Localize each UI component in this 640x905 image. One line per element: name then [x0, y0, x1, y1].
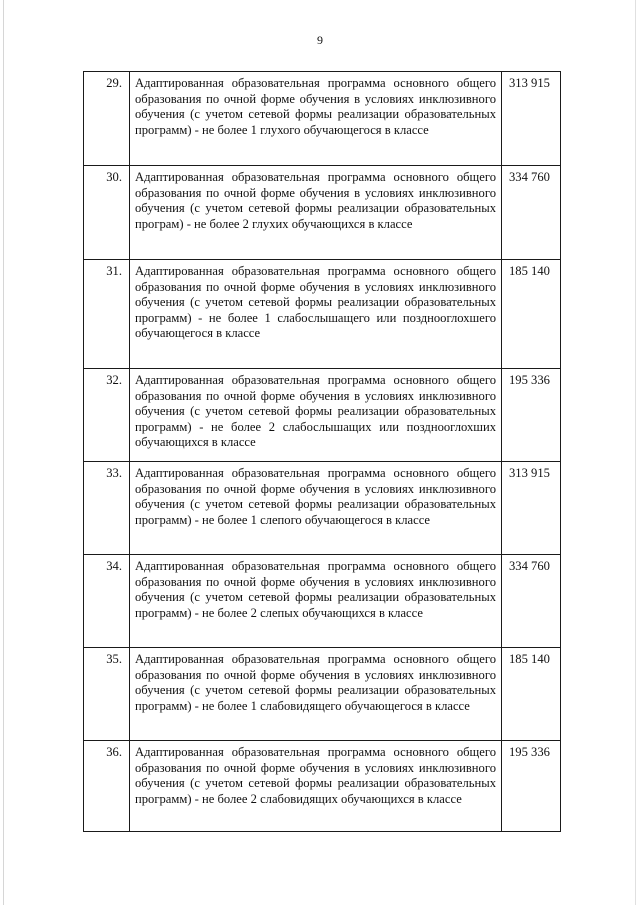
- row-value: 334 760: [502, 555, 561, 648]
- row-value: 313 915: [502, 72, 561, 166]
- row-value: 185 140: [502, 260, 561, 369]
- row-value: 185 140: [502, 648, 561, 741]
- scan-edge-right: [635, 0, 636, 905]
- row-value: 195 336: [502, 369, 561, 462]
- row-number: 30.: [84, 166, 130, 260]
- row-number: 31.: [84, 260, 130, 369]
- table-row: [84, 462, 561, 555]
- row-description: Адаптированная образовательная программа основного общего образования по очной форме обучения в условиях инклюзивного обучения (с учетом сетевой формы реализации образовательных программ) - не более 1 глухого обучающегося в классе: [130, 72, 502, 166]
- row-number: 29.: [84, 72, 130, 166]
- row-number: 35.: [84, 648, 130, 741]
- table-row: [84, 741, 561, 832]
- row-value: 195 336: [502, 741, 561, 832]
- row-description: Адаптированная образовательная программа основного общего образования по очной форме обучения в условиях инклюзивного обучения (с учетом сетевой формы реализации образовательных программ) - не более 1 слабовидящего обучающегося в классе: [130, 648, 502, 741]
- table-row: [84, 555, 561, 648]
- row-description: Адаптированная образовательная программа основного общего образования по очной форме обучения в условиях инклюзивного обучения (с учетом сетевой формы реализации образовательных программ) - не более 1 слабослышащего или позднооглохшего обучающегося в классе: [130, 260, 502, 369]
- table-row: [84, 166, 561, 260]
- row-number: 32.: [84, 369, 130, 462]
- row-number: 34.: [84, 555, 130, 648]
- table-row: [84, 260, 561, 369]
- row-description: Адаптированная образовательная программа основного общего образования по очной форме обучения в условиях инклюзивного обучения (с учетом сетевой формы реализации образовательных программ) - не более 1 слепого обучающегося в классе: [130, 462, 502, 555]
- row-description: Адаптированная образовательная программа основного общего образования по очной форме обучения в условиях инклюзивного обучения (с учетом сетевой формы реализации образовательных программ) - не более 2 слабослышащих или позднооглохших обучающихся в классе: [130, 369, 502, 462]
- programs-table: [83, 71, 561, 832]
- row-description: Адаптированная образовательная программа основного общего образования по очной форме обучения в условиях инклюзивного обучения (с учетом сетевой формы реализации образовательных программ) - не более 2 слепых обучающихся в классе: [130, 555, 502, 648]
- row-value: 313 915: [502, 462, 561, 555]
- page-number: 9: [317, 33, 323, 47]
- row-value: 334 760: [502, 166, 561, 260]
- row-description: Адаптированная образовательная программа основного общего образования по очной форме обучения в условиях инклюзивного обучения (с учетом сетевой формы реализации образовательных програм) - не более 2 глухих обучающихся в классе: [130, 166, 502, 260]
- row-description: Адаптированная образовательная программа основного общего образования по очной форме обучения в условиях инклюзивного обучения (с учетом сетевой формы реализации образовательных программ) - не более 2 слабовидящих обучающихся в классе: [130, 741, 502, 832]
- row-number: 36.: [84, 741, 130, 832]
- table-row: [84, 648, 561, 741]
- row-number: 33.: [84, 462, 130, 555]
- table-row: [84, 72, 561, 166]
- table-row: [84, 369, 561, 462]
- scan-edge-left: [3, 0, 4, 905]
